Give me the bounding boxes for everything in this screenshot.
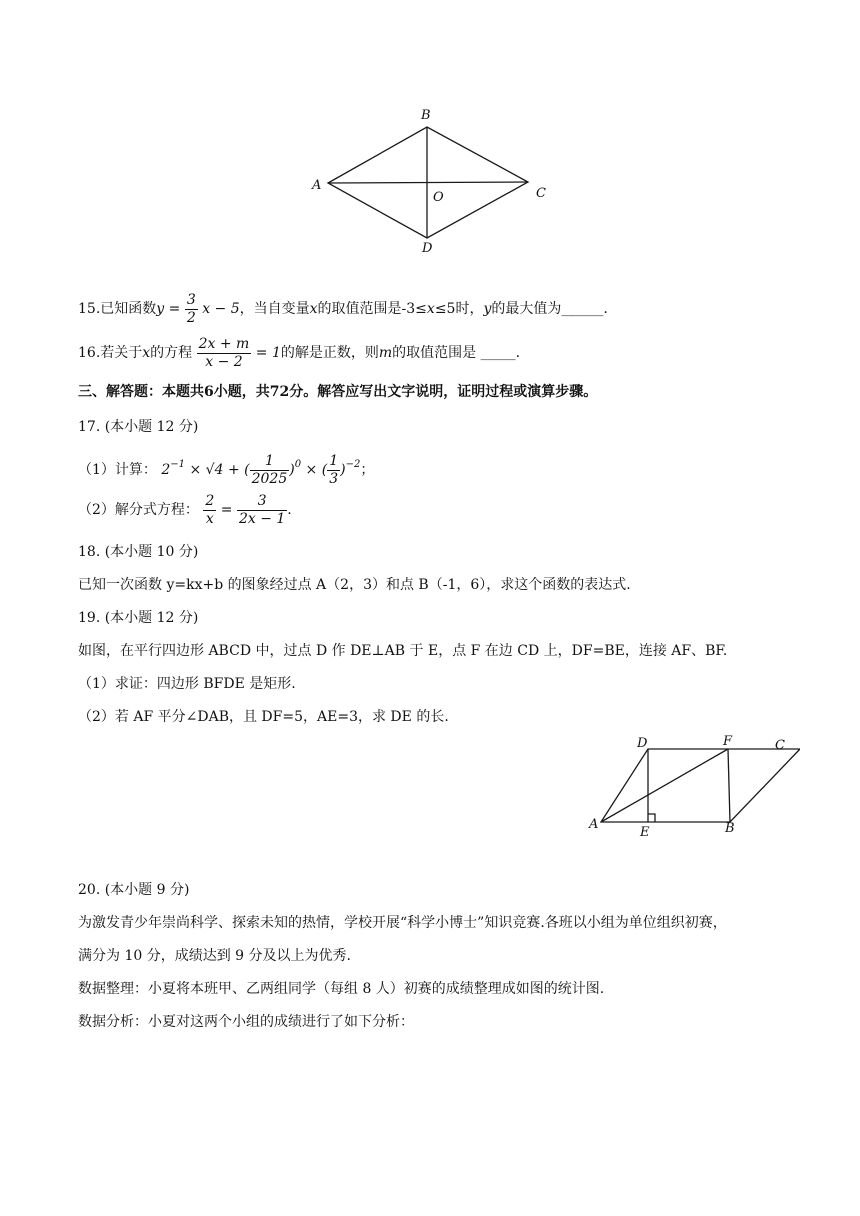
q17-p2-rden: 2x − 1 [238, 510, 286, 527]
diagonal-ac [328, 182, 528, 183]
label-a: A [589, 817, 599, 832]
label-o: O [433, 190, 444, 205]
q20-header: 20. (本小题 9 分) [78, 882, 190, 898]
q17-p1-times: × ( [305, 462, 328, 478]
q16-frac-num: 2x + m [198, 335, 250, 352]
q17-part-1 [78, 447, 374, 488]
q15-text-5: 的最大值为______. [491, 301, 608, 317]
q17-p1-fraction [250, 453, 290, 488]
q17-p1-sqrt: × √4 + ( [189, 462, 250, 478]
section-3-text-a: 三、解答题：本题共 [78, 384, 204, 400]
q16-var-m: m [378, 345, 393, 361]
q17-p2-left-fraction [203, 493, 216, 528]
q15-number: 15. [78, 301, 101, 317]
q19-header: 19. (本小题 12 分) [78, 610, 199, 626]
q17-header: 17. (本小题 12 分) [78, 419, 199, 435]
q16-text-2: 的方程 [150, 345, 193, 361]
q16-fraction [197, 336, 252, 371]
label-e: E [640, 825, 650, 840]
label-d: D [422, 241, 433, 256]
q17-p2-rnum: 3 [237, 493, 287, 511]
segment-af [601, 749, 728, 822]
q15-func-lhs: y = [156, 301, 181, 317]
q15-func-rhs: x − 5 [202, 301, 240, 317]
q16-text-4: 的取值范围是 _____. [392, 345, 521, 361]
q16-frac-den: x − 2 [205, 353, 243, 370]
q17-p1-label: （1）计算： [78, 462, 157, 478]
q17-p1-frac-den: 2025 [251, 470, 288, 487]
q18-body: 已知一次函数 y=kx+b 的图象经过点 A（2，3）和点 B（-1，6），求这个函数的表达式. [78, 577, 631, 593]
label-a: A [312, 178, 322, 193]
q17-p1-fraction-2 [327, 453, 340, 488]
label-c: C [775, 738, 785, 753]
q17-p2-lnum: 2 [205, 492, 215, 509]
q17-p2-right-fraction [237, 493, 287, 528]
q19-part-1: （1）求证：四边形 BFDE 是矩形. [78, 676, 296, 692]
q15-var-x: x [309, 301, 318, 317]
q20-line-4: 数据分析：小夏对这两个小组的成绩进行了如下分析： [78, 1014, 414, 1030]
label-f: F [723, 734, 733, 749]
label-c: C [536, 186, 546, 201]
q16-var-x: x [142, 345, 151, 361]
label-d: D [637, 736, 648, 751]
q15-text: 已知函数 [100, 301, 157, 317]
label-b: B [725, 821, 735, 836]
q20-line-2: 满分为 10 分，成绩达到 9 分及以上为优秀. [78, 948, 351, 964]
parallelogram-outline [601, 749, 800, 822]
q17-part-2 [78, 492, 292, 528]
q17-p1-paren: ) [289, 462, 295, 478]
question-16 [78, 335, 520, 371]
q17-p1-frac-num: 1 [250, 453, 290, 471]
question-15 [78, 291, 608, 327]
q15-var-y: y [483, 301, 492, 317]
q16-eq: = 1 [255, 345, 281, 361]
q17-p1-paren-2: ) [340, 462, 346, 478]
rhombus-figure [300, 100, 560, 260]
section-3-score: 72 [269, 384, 290, 400]
section-3-header [78, 381, 597, 403]
q16-text: 若关于 [100, 345, 143, 361]
parallelogram-figure [585, 732, 800, 842]
q15-frac-den: 2 [186, 309, 196, 326]
q17-p1-end: ； [360, 462, 375, 478]
q15-frac-num: 3 [186, 291, 196, 308]
q15-text-3: 的取值范围是-3≤ [317, 301, 427, 317]
right-angle-mark [648, 814, 655, 822]
q15-text-2: ，当自变量 [239, 301, 310, 317]
q17-p2-label: （2）解分式方程： [78, 502, 199, 518]
q16-text-3: 的解是正数，则 [280, 345, 379, 361]
q16-number: 16. [78, 345, 101, 361]
q17-p1-base-exp: −1 [170, 459, 186, 470]
q17-p1-zero-exp: 0 [294, 459, 302, 470]
label-b: B [421, 108, 431, 123]
q17-p1-frac2-num: 1 [329, 452, 339, 469]
q19-body: 如图，在平行四边形 ABCD 中，过点 D 作 DE⊥AB 于 E，点 F 在边 CD 上，DF=BE，连接 AF、BF. [78, 643, 728, 659]
segment-bf [728, 749, 730, 822]
q17-p2-end: . [287, 502, 292, 518]
q17-p1-base: 2 [161, 462, 171, 478]
q20-line-3: 数据整理：小夏将本班甲、乙两组同学（每组 8 人）初赛的成绩整理成如图的统计图. [78, 981, 605, 997]
q17-p1-frac2-den: 3 [329, 470, 339, 487]
q17-p1-neg-exp: −2 [345, 459, 361, 470]
q17-p2-lden: x [205, 510, 214, 527]
q19-part-2: （2）若 AF 平分∠DAB，且 DF=5，AE=3，求 DE 的长. [78, 709, 449, 725]
q15-var-x2: x [426, 301, 435, 317]
q15-fraction [185, 292, 198, 327]
section-3-text-c: 分。解答应写出文字说明，证明过程或演算步骤。 [289, 384, 598, 400]
q17-p2-eq: = [220, 502, 233, 518]
q15-text-4: ≤5时， [434, 301, 484, 317]
section-3-text-b: 小题，共 [213, 384, 270, 400]
q20-line-1: 为激发青少年崇尚科学、探索未知的热情，学校开展“科学小博士”知识竞赛.各班以小组为单位组织初赛， [78, 915, 727, 931]
q18-header: 18. (本小题 10 分) [78, 544, 199, 560]
section-3-count: 6 [204, 384, 214, 400]
